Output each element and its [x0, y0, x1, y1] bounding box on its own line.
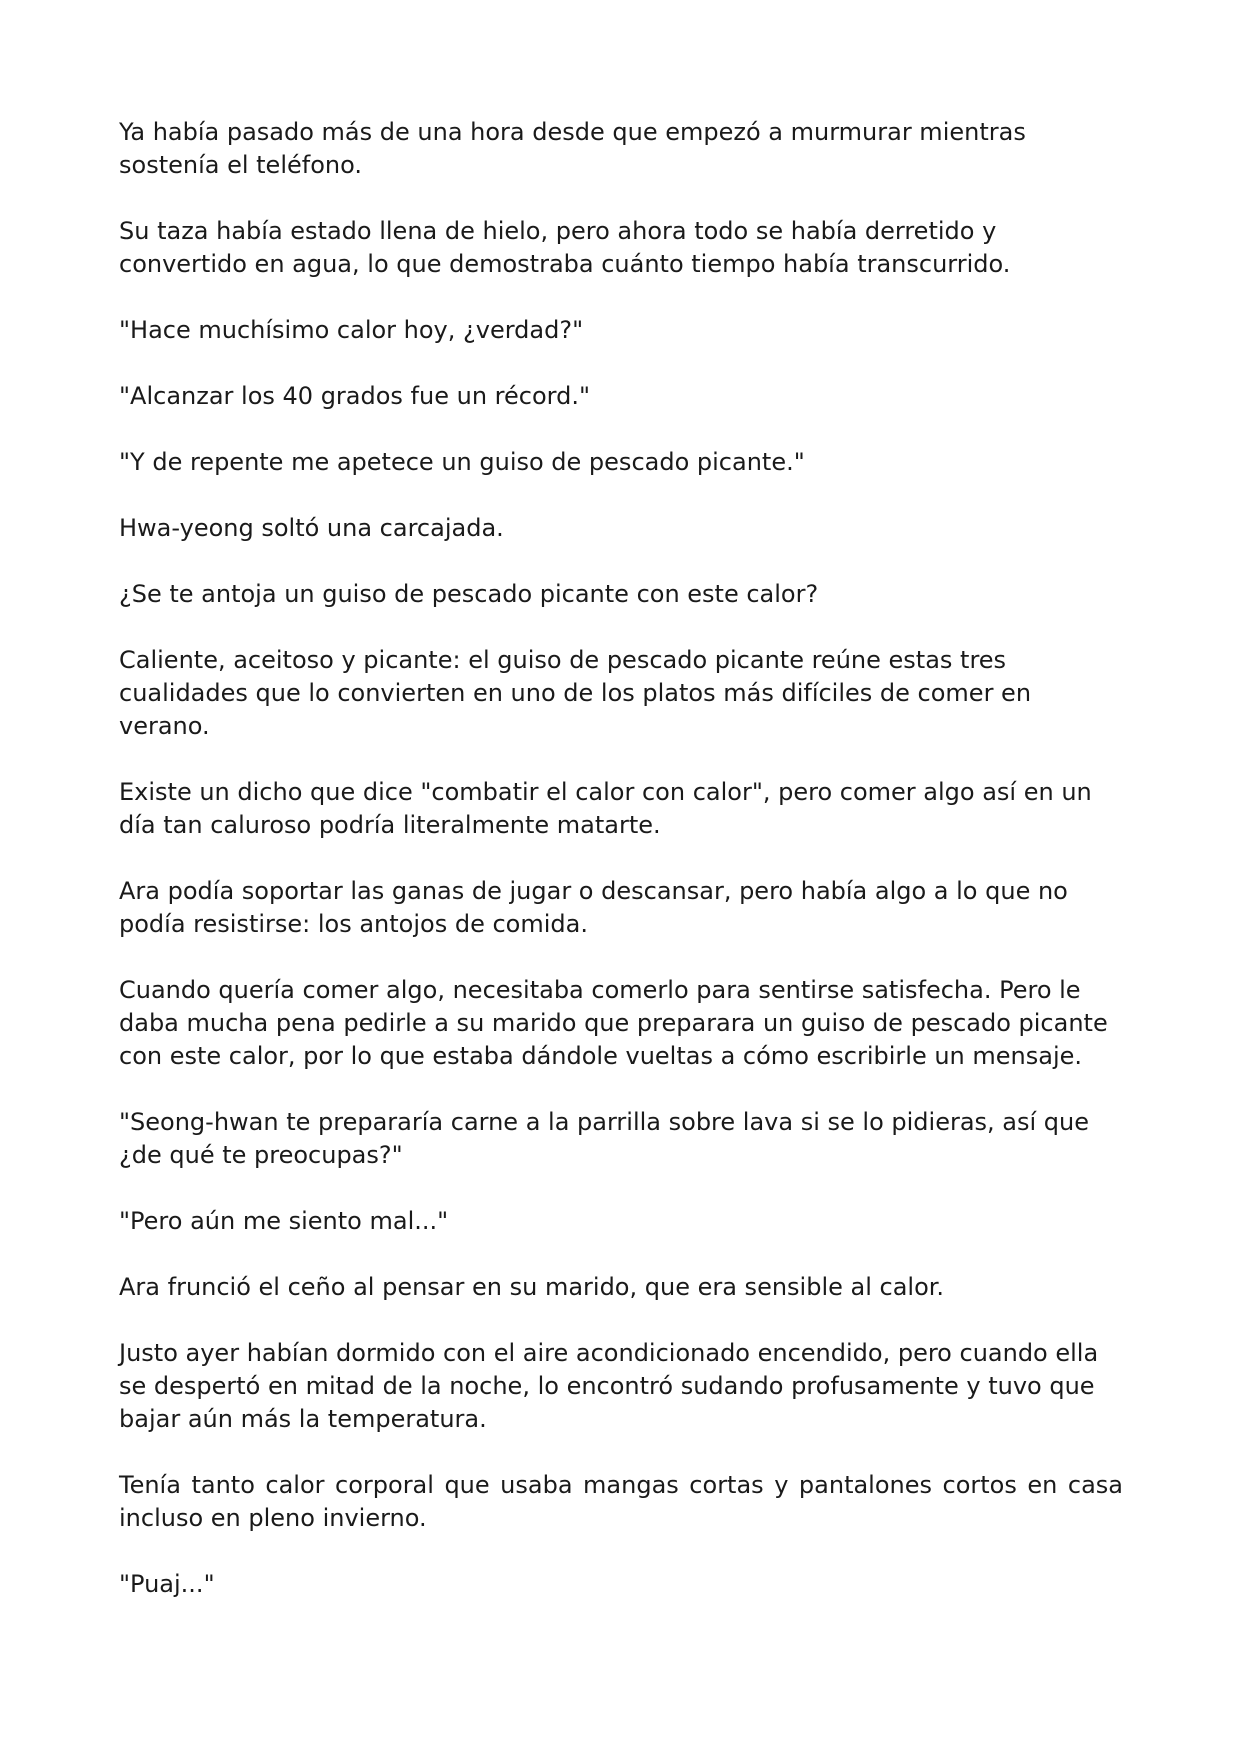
- body-text: [119, 116, 1123, 1634]
- paragraph: Caliente, aceitoso y picante: el guiso de pescado picante reúne estas tres cualidades que lo convierten en uno de los platos más difíciles de comer en verano.: [119, 646, 1032, 740]
- paragraph: Existe un dicho que dice "combatir el calor con calor", pero comer algo así en un día tan caluroso podría literalmente matarte.: [119, 778, 1092, 839]
- paragraph: Tenía tanto calor corporal que usaba mangas cortas y pantalones cortos en casa incluso en pleno invierno.: [119, 1471, 1123, 1532]
- paragraph: Cuando quería comer algo, necesitaba comerlo para sentirse satisfecha. Pero le daba mucha pena pedirle a su marido que preparara un guiso de pescado picante con este calor, por lo que estaba dándole vueltas a cómo escribirle un mensaje.: [119, 976, 1108, 1070]
- paragraph: ¿Se te antoja un guiso de pescado picante con este calor?: [119, 580, 819, 608]
- paragraph: "Puaj...": [119, 1570, 215, 1598]
- paragraph: Justo ayer habían dormido con el aire acondicionado encendido, pero cuando ella se despertó en mitad de la noche, lo encontró sudando profusamente y tuvo que bajar aún más la temperatura.: [119, 1339, 1099, 1433]
- paragraph: "Alcanzar los 40 grados fue un récord.": [119, 382, 590, 410]
- paragraph: "Seong-hwan te prepararía carne a la parrilla sobre lava si se lo pidieras, así que ¿de qué te preocupas?": [119, 1108, 1090, 1169]
- paragraph: "Y de repente me apetece un guiso de pescado picante.": [119, 448, 805, 476]
- paragraph: Su taza había estado llena de hielo, pero ahora todo se había derretido y convertido en agua, lo que demostraba cuánto tiempo había transcurrido.: [119, 217, 1011, 278]
- paragraph: "Pero aún me siento mal...": [119, 1207, 449, 1235]
- paragraph: Hwa-yeong soltó una carcajada.: [119, 514, 504, 542]
- paragraph: Ara frunció el ceño al pensar en su marido, que era sensible al calor.: [119, 1273, 945, 1301]
- paragraph: Ya había pasado más de una hora desde que empezó a murmurar mientras sostenía el teléfono.: [119, 118, 1026, 179]
- paragraph: Ara podía soportar las ganas de jugar o descansar, pero había algo a lo que no podía resistirse: los antojos de comida.: [119, 877, 1068, 938]
- paragraph: "Hace muchísimo calor hoy, ¿verdad?": [119, 316, 584, 344]
